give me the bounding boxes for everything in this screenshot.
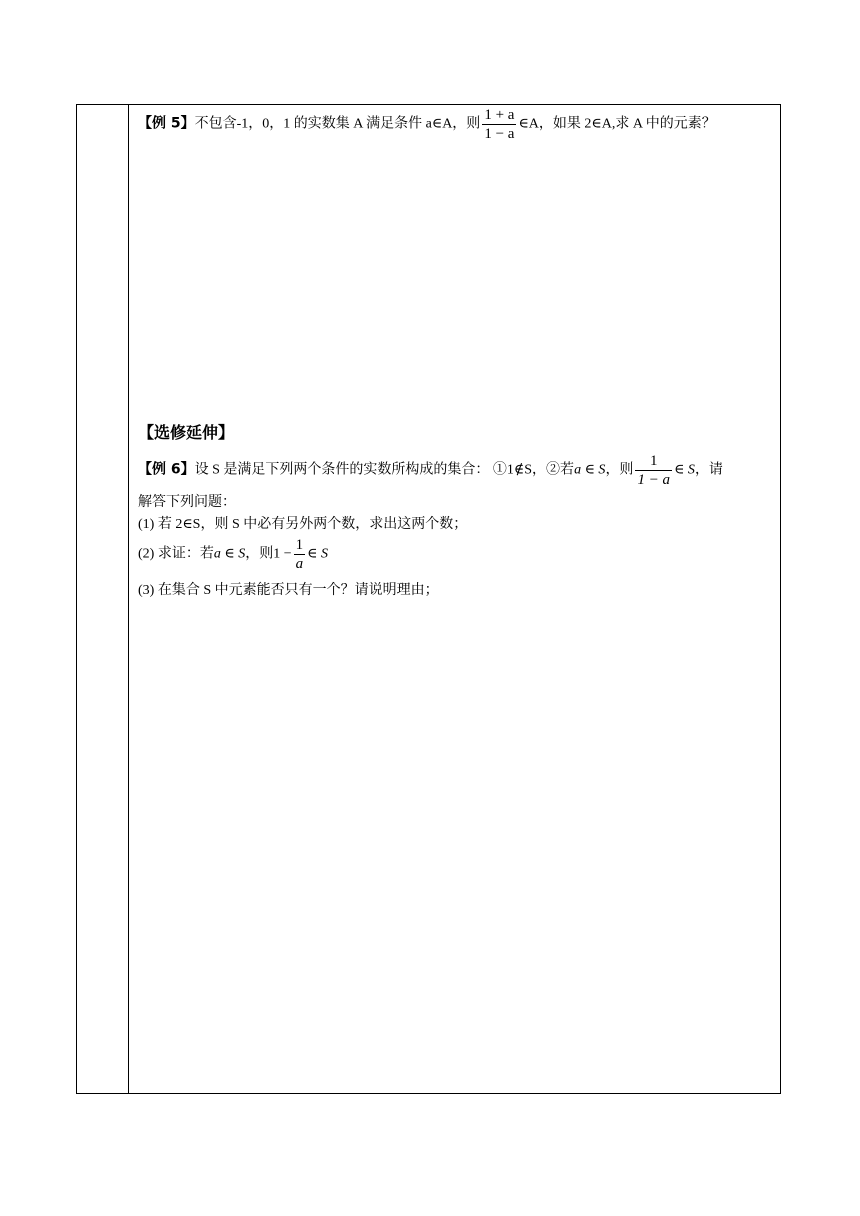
example-6-line-2: 解答下列问题： [138,495,236,510]
example-6-label: 【例 6】 [138,461,195,478]
question-2-fraction [294,536,306,573]
example-6-fraction [635,452,672,489]
example-6-tail: ，请 [694,462,723,478]
question-2-prefix: (2) 求证：若 [138,546,214,562]
question-2 [138,536,328,573]
example-6-then: ，则 [605,462,634,478]
question-2-then: ，则 [245,546,274,562]
example-6-in-s: ∈ S [674,462,695,478]
fraction-denominator: 1 − a [637,472,671,488]
fraction-numerator: 1 [635,452,672,471]
example-5-text-a: 不包含-1，0，1 的实数集 A 满足条件 a∈A，则 [194,116,481,132]
section-heading: 【选修延伸】 [138,423,235,442]
question-1: (1) 若 2∈S，则 S 中必有另外两个数，求出这两个数； [138,517,468,532]
example-5-fraction [482,106,516,143]
fraction-numerator: 1 [295,537,304,553]
example-6 [138,452,723,489]
example-6-a-in-s: a ∈ S [574,462,606,478]
example-6-text-a: 设 S 是满足下列两个条件的实数所构成的集合： ①1∉S，②若 [194,462,575,478]
question-2-one-minus: 1 − [273,546,292,562]
example-5 [138,106,716,143]
fraction-denominator: 1 − a [484,126,515,142]
table-left-column-divider [128,104,129,1094]
question-2-condition: a ∈ S [213,546,246,562]
question-2-in-s: ∈ S [307,546,328,562]
fraction-numerator: 1 + a [484,107,515,123]
question-3: (3) 在集合 S 中元素能否只有一个？请说明理由； [138,583,439,598]
fraction-denominator: a [295,556,304,572]
example-5-text-b: ∈A，如果 2∈A,求 A 中的元素？ [518,116,716,132]
example-5-label: 【例 5】 [138,115,195,132]
